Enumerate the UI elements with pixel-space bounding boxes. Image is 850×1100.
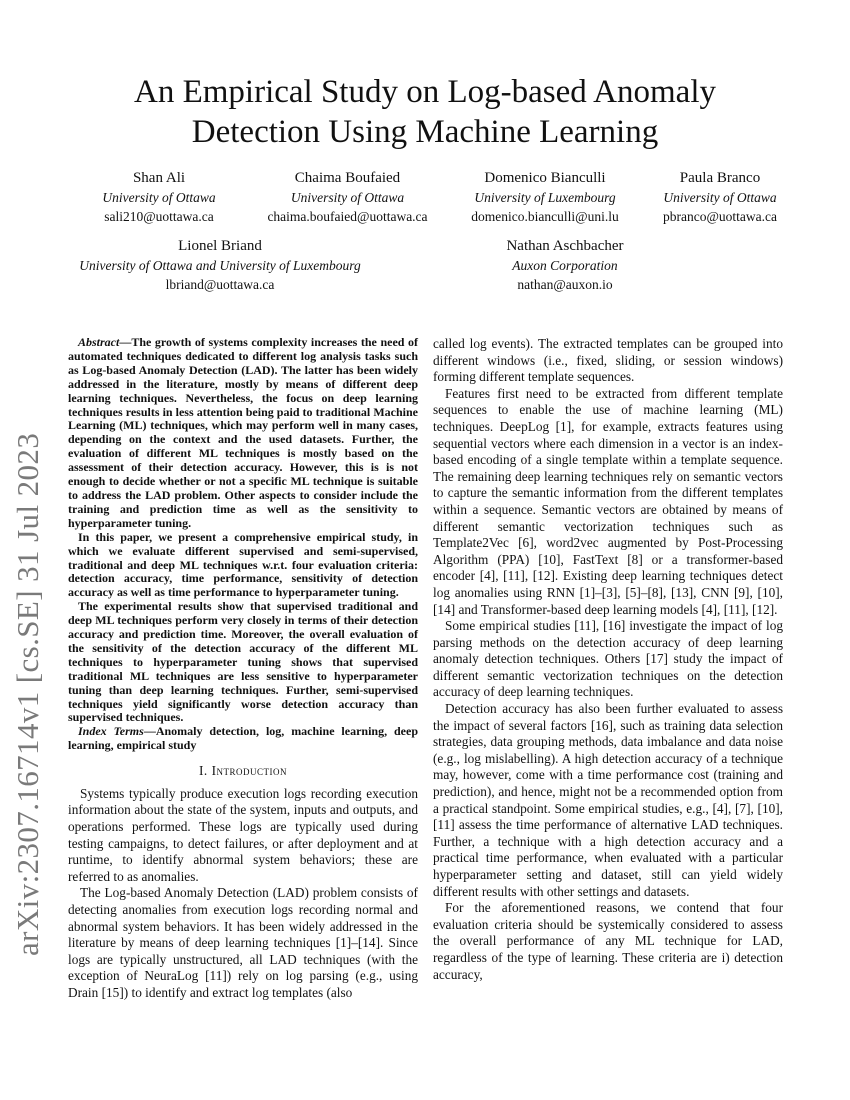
author-block xyxy=(455,169,635,226)
index-terms-text: —Anomaly detection, log, machine learning, deep learning, empirical study xyxy=(68,724,418,753)
author-affiliation: University of Ottawa xyxy=(102,190,216,205)
author-name: Nathan Aschbacher xyxy=(506,238,624,254)
author-email: lbriand@uottawa.ca xyxy=(165,277,275,292)
author-name: Lionel Briand xyxy=(178,238,262,254)
author-block xyxy=(55,237,385,294)
author-name: Domenico Bianculli xyxy=(484,170,606,186)
abstract-paragraph: In this paper, we present a comprehensive empirical study, in which we evaluate different supervised and semi-supervised, traditional and deep ML techniques w.r.t. four evaluation criteria: detection accuracy, time performance, sensitivity of detection accuracy as well as time performance to hyperparameter tuning. xyxy=(68,529,418,600)
author-name: Shan Ali xyxy=(132,170,186,186)
author-affiliation: University of Ottawa and University of Luxembourg xyxy=(79,258,361,273)
abstract-text: —The growth of systems complexity increases the need of automated techniques dedicated to different log analysis tasks such as Log-based Anomaly Detection (LAD). The latter has been widely addressed in the literature, mostly by means of different deep learning techniques. Nevertheless, the focus on deep learning techniques results in less attention being paid to traditional Machine Learning (ML) techniques, which may perform well in many cases, depending on the context and the used datasets. Further, the evaluation of different ML techniques is mostly based on the assessment of their detection accuracy. However, this is is not enough to decide whether or not a specific ML technique is suitable to address the LAD problem. Other aspects to consider include the training and prediction time as well as the sensitivity to hyperparameter tuning. xyxy=(68,335,418,530)
author-email: nathan@auxon.io xyxy=(517,277,613,292)
left-column xyxy=(68,336,418,1002)
author-name: Paula Branco xyxy=(679,170,761,186)
author-block xyxy=(84,169,234,226)
author-block xyxy=(250,169,445,226)
right-column xyxy=(433,336,783,983)
author-affiliation: University of Ottawa xyxy=(290,190,405,205)
arxiv-stamp: arXiv:2307.16714v1 [cs.SE] 31 Jul 2023 xyxy=(10,432,45,956)
author-affiliation: University of Ottawa xyxy=(663,190,777,205)
title-line-1: An Empirical Study on Log-based Anomaly xyxy=(134,74,716,110)
body-paragraph: Some empirical studies [11], [16] investigate the impact of log parsing methods on the detection accuracy of deep learning anomaly detection techniques. Others [17] study the impact of different semantic vectorization techniques on the detection accuracy of deep learning techniques. xyxy=(433,618,783,700)
body-paragraph: The Log-based Anomaly Detection (LAD) problem consists of detecting anomalies from execution logs recording normal and abnormal system behaviors. It has been widely addressed in the literature by means of deep learning techniques [1]–[14]. Since logs are typically unstructured, all LAD techniques (with the exception of NeuraLog [11]) rely on log parsing (e.g., using Drain [15]) to identify and extract log templates (also xyxy=(68,885,418,1000)
author-email: sali210@uottawa.ca xyxy=(104,209,214,224)
body-paragraph: Detection accuracy has also been further evaluated to assess the impact of several factors [16], such as training data selection strategies, data grouping methods, data imbalance and data noise (e.g., log mislabelling). A high detection accuracy of a technique may, however, come with a time performance cost (training and prediction), and hence, might not be a recommended option from a practical standpoint. Some empirical studies, e.g., [4], [7], [10], [11] assess the time performance of alternative LAD techniques. Further, a technique with a high detection accuracy and a practical time performance, when evaluated with a particular hyperparameter setting and dataset, still can yield widely different results with other settings and datasets. xyxy=(433,701,783,899)
author-name: Chaima Boufaied xyxy=(294,170,401,186)
index-terms xyxy=(68,725,418,753)
body-paragraph: For the aforementioned reasons, we contend that four evaluation criteria should be systemically considered to assess the overall performance of any ML technique for LAD, regardless of the type of learning. These criteria are i) detection accuracy, xyxy=(433,900,783,982)
author-affiliation: Auxon Corporation xyxy=(512,258,618,273)
abstract-paragraph xyxy=(68,336,418,531)
author-affiliation: University of Luxembourg xyxy=(474,190,616,205)
author-email: chaima.boufaied@uottawa.ca xyxy=(267,209,428,224)
body-paragraph: Systems typically produce execution logs recording execution information about the state of the system, inputs and outputs, and operations performed. These logs are typically used during testing campaigns, to detect failures, or after deployment and at runtime, to identify abnormal system behaviors; these are referred to as anomalies. xyxy=(68,785,418,884)
abstract-label: Abstract xyxy=(78,335,120,349)
author-email: pbranco@uottawa.ca xyxy=(662,209,777,224)
body-paragraph: Features first need to be extracted from different template sequences to enable the use of machine learning (ML) techniques. DeepLog [1], for example, extracts features using sequential vectors where each dimension in a vector is an index-based encoding of a single template within a template sequence. The remaining deep learning techniques rely on semantic vectors to capture the semantic information from the different templates within a sequence. Semantic vectors are obtained by means of different semantic vectorization techniques such as Template2Vec [6], word2vec augmented by Post-Processing Algorithm (PPA) [10], FastText [8] or a transformer-based encoder [4], [11], [12]. Existing deep learning techniques detect log anomalies using RNN [1]–[3], [5]–[8], [13], CNN [9], [10], [14] and Transformer-based deep learning models [4], [11], [12]. xyxy=(433,385,783,617)
abstract-paragraph: The experimental results show that supervised traditional and deep ML techniques perform very closely in terms of their detection accuracy and prediction time. Moreover, the overall evaluation of the sensitivity of the detection accuracy of the different ML techniques to hyperparameter tuning shows that supervised traditional ML techniques are less sensitive to hyperparameter tuning than deep learning techniques. Further, semi-supervised techniques yield significantly worse detection accuracy than supervised techniques. xyxy=(68,599,418,725)
author-email: domenico.bianculli@uni.lu xyxy=(471,209,619,224)
author-block xyxy=(645,169,795,226)
section-heading: I. Introduction xyxy=(199,763,287,779)
index-terms-label: Index Terms xyxy=(78,724,144,739)
body-paragraph: called log events). The extracted templates can be grouped into different windows (i.e., fixed, sliding, or session windows) forming different template sequences. xyxy=(433,336,783,385)
title-line-2: Detection Using Machine Learning xyxy=(191,114,659,150)
paper-title xyxy=(0,72,850,152)
author-block xyxy=(480,237,650,294)
